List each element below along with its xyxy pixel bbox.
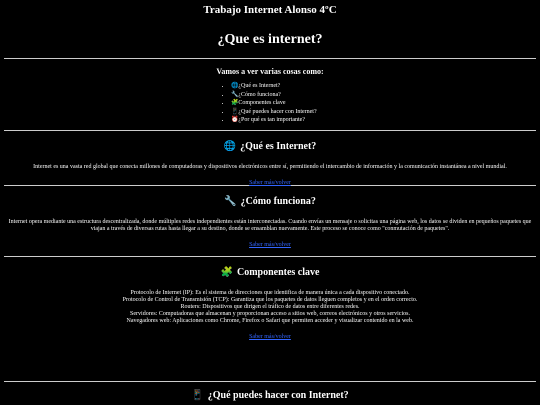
section-text: Internet opera mediante una estructura descentralizada, donde múltiples redes independientes están interconectadas. Cuando envías un mensaje o solicitas una página web, los datos se dividen en pequeños paquetes que viajan a través de diversas rutas hasta llegar a su destino, donde se ensamblan nuevamente. Este proceso se conoce como "conmutación de paquetes". (8, 219, 532, 232)
section-componentes (0, 257, 540, 381)
section-title: 🌐 ¿Qué es Internet? (223, 141, 317, 152)
section-como-funciona (0, 186, 540, 256)
section-que-es (0, 131, 540, 185)
wrench-icon: 🔧 (224, 196, 237, 207)
saber-mas-link[interactable]: Saber más/volver (249, 242, 291, 248)
wrench-icon: 🔧 (231, 90, 239, 98)
phone-icon: 📱 (231, 107, 239, 115)
component-item: Protocolo de Internet (IP): Es el sistema de direcciones que identifica de manera única a cada dispositivo conectado. (130, 290, 410, 296)
globe-icon: 🌐 (231, 82, 239, 89)
toc-item-como-funciona[interactable]: • 🔧¿Cómo funciona? (231, 91, 316, 100)
phone-icon: 📱 (191, 390, 204, 401)
component-item: Navegadores web: Aplicaciones como Chrome, Firefox o Safari que permiten acceder y visualizar contenido en la web. (126, 318, 414, 324)
clock-icon: ⏰ (231, 116, 239, 123)
section-title: 🔧 ¿Cómo funciona? (224, 196, 316, 207)
toc-item-importante[interactable]: • ⏰¿Por qué es tan importante? (231, 116, 316, 125)
main-title: ¿Que es internet? (217, 32, 323, 47)
globe-icon: 🌐 (223, 141, 237, 152)
component-item: Protocolo de Control de Transmisión (TCP): Garantiza que los paquetes de datos lleguen completos y en el orden correcto. (122, 297, 418, 303)
component-item: Servidores: Computadoras que almacenan y proporcionan acceso a sitios web, correos electrónicos y otros servicios. (130, 311, 410, 317)
intro-section (0, 59, 540, 130)
toc-item-que-es[interactable]: • 🌐¿Qué es Internet? (231, 82, 316, 91)
toc-item-componentes[interactable]: • 🧩Componentes clave (231, 99, 316, 108)
site-title: Trabajo Internet Alonso 4ºC (203, 4, 337, 16)
saber-mas-link[interactable]: Saber más/volver (249, 334, 291, 340)
component-item: Routers: Dispositivos que dirigen el tráfico de datos entre diferentes redes. (180, 304, 360, 310)
toc-item-que-puedes[interactable]: • 📱¿Qué puedes hacer con Internet? (231, 108, 316, 117)
intro-heading: Vamos a ver varias cosas como: (216, 67, 324, 76)
section-text: Internet es una vasta red global que conecta millones de computadoras y dispositivos electrónicos entre sí, permitiendo el intercambio de información y la comunicación instantánea a nivel mundial. (33, 164, 507, 170)
section-title: 🧩 Componentes clave (220, 267, 320, 278)
puzzle-icon: 🧩 (231, 99, 239, 106)
saber-mas-link[interactable]: Saber más/volver (249, 180, 291, 186)
section-title: 📱 ¿Qué puedes hacer con Internet? (191, 390, 349, 401)
puzzle-icon: 🧩 (220, 267, 233, 278)
toc-list (223, 82, 316, 125)
section-que-puedes (0, 382, 540, 402)
